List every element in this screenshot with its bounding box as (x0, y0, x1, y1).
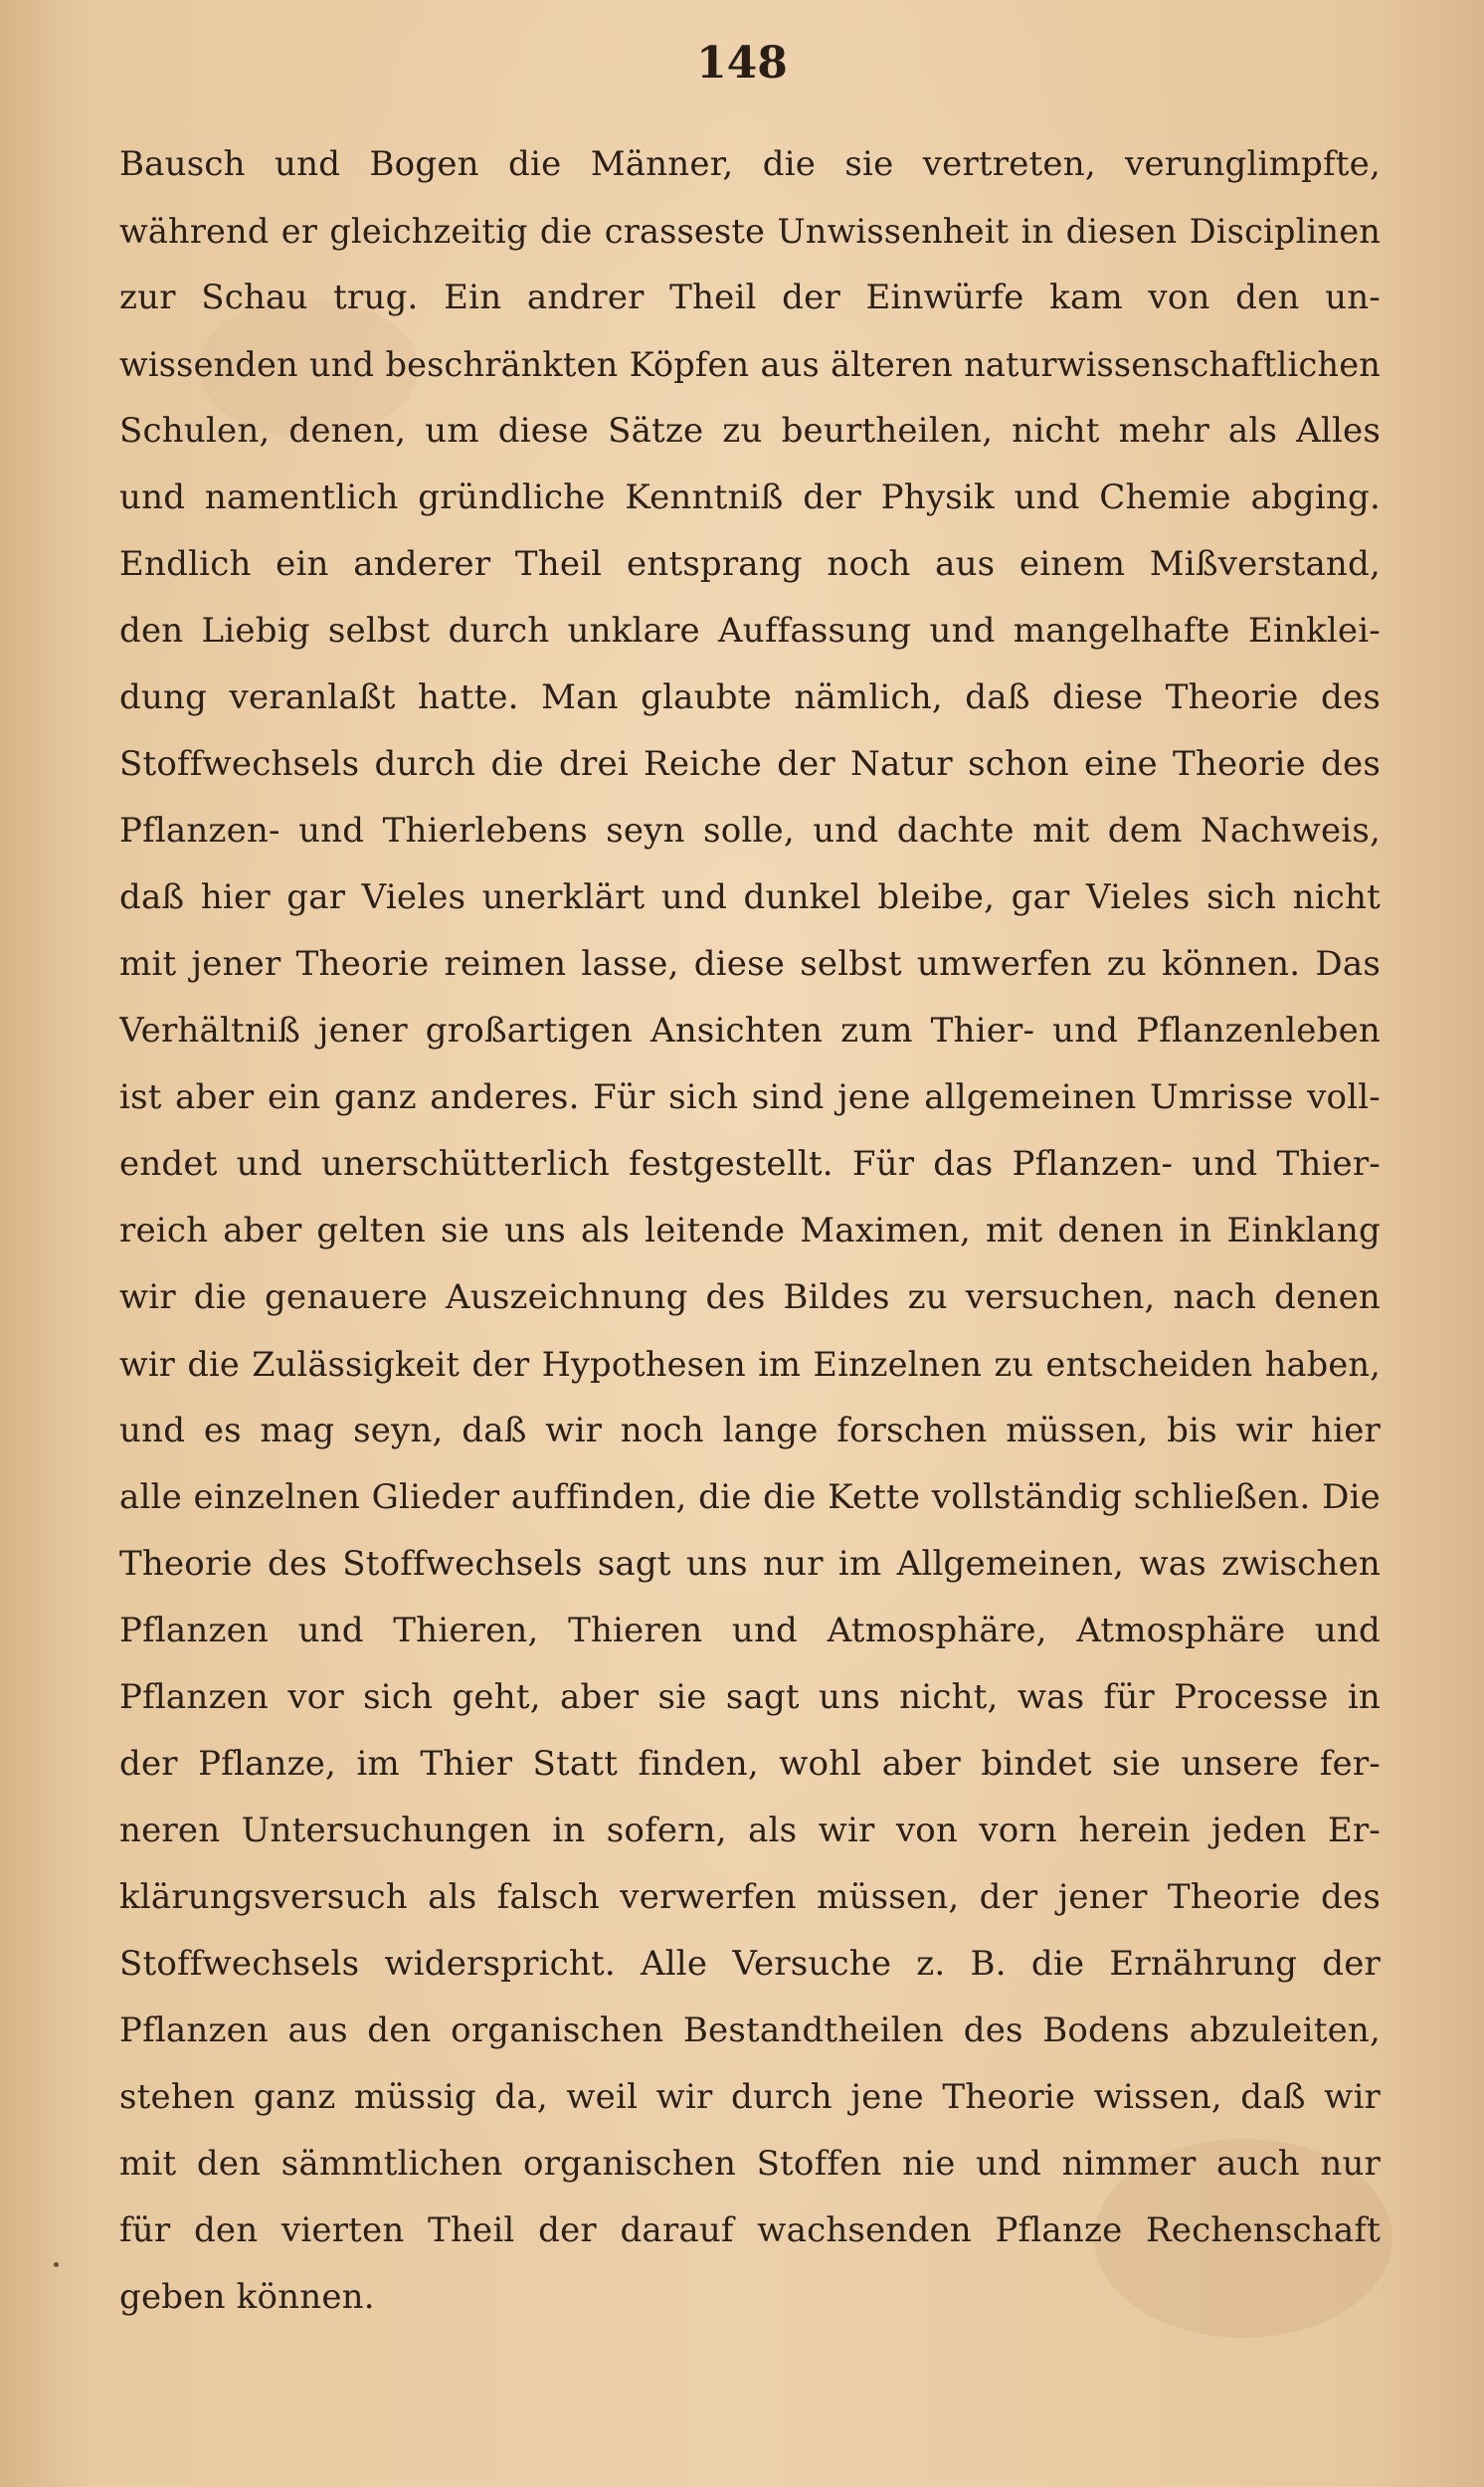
text-line: wir die Zulässigkeit der Hypothesen im Einzelnen zu entscheiden haben, (119, 1345, 1381, 1384)
text-line: reich aber gelten sie uns als leitende Maximen, mit denen in Einklang (119, 1211, 1381, 1250)
text-line: ist aber ein ganz anderes. Für sich sind jene allgemeinen Umrisse voll- (119, 1077, 1381, 1117)
text-line: Verhältniß jener großartigen Ansichten zum Thier- und Pflanzenleben (119, 1011, 1381, 1051)
text-line: Schulen, denen, um diese Sätze zu beurtheilen, nicht mehr als Alles (119, 411, 1381, 451)
text-line: wir die genauere Auszeichnung des Bildes zu versuchen, nach denen (119, 1277, 1381, 1317)
text-line: geben können. (119, 2277, 375, 2317)
text-line: Theorie des Stoffwechsels sagt uns nur im Allgemeinen, was zwischen (119, 1544, 1381, 1584)
text-line: den Liebig selbst durch unklare Auffassung und mangelhafte Einklei- (119, 611, 1381, 651)
text-line: Stoffwechsels widerspricht. Alle Versuche z. B. die Ernährung der (119, 1944, 1381, 1984)
text-line: endet und unerschütterlich festgestellt. Für das Pflanzen- und Thier- (119, 1144, 1381, 1184)
page-number: 148 (696, 38, 788, 89)
margin-mark (54, 2262, 59, 2267)
text-line: Pflanzen aus den organischen Bestandtheilen des Bodens abzuleiten, (119, 2010, 1381, 2050)
body-text (119, 131, 1381, 2331)
text-line: klärungsversuch als falsch verwerfen müssen, der jener Theorie des (119, 1877, 1381, 1917)
text-line: zur Schau trug. Ein andrer Theil der Einwürfe kam von den un- (119, 278, 1381, 317)
text-line: alle einzelnen Glieder auffinden, die die Kette vollständig schließen. Die (119, 1477, 1381, 1517)
text-line: Pflanzen vor sich geht, aber sie sagt uns nicht, was für Processe in (119, 1677, 1381, 1717)
text-line: Pflanzen- und Thierlebens seyn solle, und dachte mit dem Nachweis, (119, 811, 1381, 851)
text-line: der Pflanze, im Thier Statt finden, wohl aber bindet sie unsere fer- (119, 1744, 1381, 1784)
text-line: wissenden und beschränkten Köpfen aus älteren naturwissenschaftlichen (119, 345, 1381, 384)
text-line: stehen ganz müssig da, weil wir durch jene Theorie wissen, daß wir (119, 2077, 1381, 2117)
text-line: neren Untersuchungen in sofern, als wir von vorn herein jeden Er- (119, 1811, 1381, 1850)
text-line: dung veranlaßt hatte. Man glaubte nämlich, daß diese Theorie des (119, 677, 1381, 717)
text-line: während er gleichzeitig die crasseste Unwissenheit in diesen Disciplinen (119, 212, 1381, 251)
text-line: mit jener Theorie reimen lasse, diese selbst umwerfen zu können. Das (119, 944, 1381, 984)
text-line: Stoffwechsels durch die drei Reiche der Natur schon eine Theorie des (119, 744, 1381, 784)
text-line: mit den sämmtlichen organischen Stoffen nie und nimmer auch nur (119, 2144, 1381, 2184)
text-line: Endlich ein anderer Theil entsprang noch aus einem Mißverstand, (119, 544, 1381, 584)
text-line: und es mag seyn, daß wir noch lange forschen müssen, bis wir hier (119, 1411, 1381, 1450)
text-line: Pflanzen und Thieren, Thieren und Atmosphäre, Atmosphäre und (119, 1611, 1381, 1650)
text-line: und namentlich gründliche Kenntniß der Physik und Chemie abging. (119, 478, 1381, 517)
text-line: Bausch und Bogen die Männer, die sie vertreten, verunglimpfte, (119, 144, 1381, 184)
text-line: daß hier gar Vieles unerklärt und dunkel bleibe, gar Vieles sich nicht (119, 877, 1381, 917)
text-line: für den vierten Theil der darauf wachsenden Pflanze Rechenschaft (119, 2210, 1381, 2250)
